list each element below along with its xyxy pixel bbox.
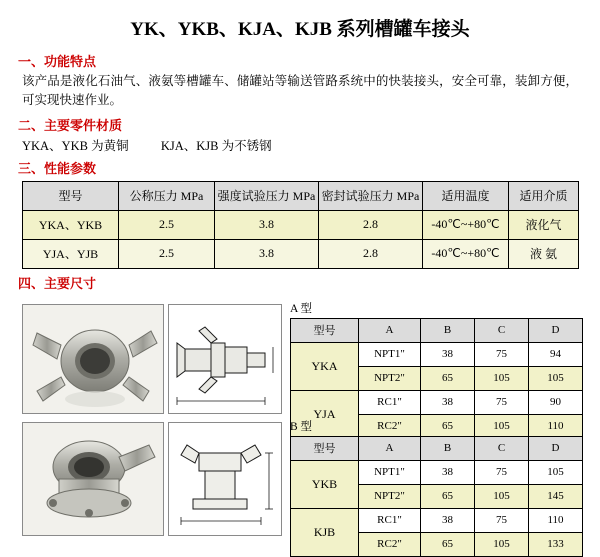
dim-a-r1-c1: NPT2" [359, 366, 421, 390]
section-heading-dimensions: 四、主要尺寸 [18, 275, 97, 291]
perf-r1-c5: 液 氨 [509, 239, 579, 268]
performance-header-row [23, 181, 579, 210]
dim-a-col-0: 型号 [291, 318, 359, 342]
performance-table [22, 181, 579, 269]
dim-a-r2-c3: 75 [475, 390, 529, 414]
performance-table-wrapper [22, 181, 600, 269]
dim-a-r2-c1: RC1" [359, 390, 421, 414]
materials-line [22, 136, 600, 154]
dim-b-header-row [291, 436, 583, 460]
dimension-label-a: A 型 [290, 302, 313, 315]
dim-b-r2-c4: 110 [529, 508, 583, 532]
perf-col-3: 密封试验压力 MPa [319, 181, 423, 210]
dimension-block-b [290, 418, 582, 557]
dim-a-r3-c2: 65 [421, 414, 475, 438]
dim-b-col-3: C [475, 436, 529, 460]
perf-r1-c1: 2.5 [119, 239, 215, 268]
dim-b-r1-c4: 145 [529, 484, 583, 508]
perf-r0-c0: YKA、YKB [23, 210, 119, 239]
section-heading-features: 一、功能特点 [18, 54, 97, 69]
dim-a-col-2: B [421, 318, 475, 342]
dim-a-col-1: A [359, 318, 421, 342]
dim-a-col-3: C [475, 318, 529, 342]
dim-a-r0-c1: NPT1" [359, 342, 421, 366]
dim-b-r0-c3: 75 [475, 460, 529, 484]
dim-b-col-2: B [421, 436, 475, 460]
perf-r1-c3: 2.8 [319, 239, 423, 268]
dim-a-r3-c4: 110 [529, 414, 583, 438]
dim-a-r1-c4: 105 [529, 366, 583, 390]
dimension-label-b: B 型 [290, 420, 313, 433]
perf-col-0: 型号 [23, 181, 119, 210]
perf-r0-c1: 2.5 [119, 210, 215, 239]
dimensions-area [0, 298, 600, 551]
perf-r0-c3: 2.8 [319, 210, 423, 239]
perf-r1-c2: 3.8 [215, 239, 319, 268]
perf-col-4: 适用温度 [423, 181, 509, 210]
coupler-photo-type-a-image [22, 304, 164, 414]
dim-b-model-ykb: YKB [291, 460, 359, 508]
dim-a-r1-c2: 65 [421, 366, 475, 390]
perf-r0-c4: -40℃~+80℃ [423, 210, 509, 239]
section-heading-materials: 二、主要零件材质 [18, 117, 123, 133]
perf-col-2: 强度试验压力 MPa [215, 181, 319, 210]
materials-left: YKA、YKB 为黄铜 [22, 138, 129, 153]
dim-a-r3-c3: 105 [475, 414, 529, 438]
dimension-table-b [290, 436, 583, 557]
dim-b-r0-c2: 38 [421, 460, 475, 484]
dim-b-r1-c1: NPT2" [359, 484, 421, 508]
table-row [291, 390, 583, 414]
dim-b-r0-c4: 105 [529, 460, 583, 484]
dim-a-r3-c1: RC2" [359, 414, 421, 438]
table-row [291, 508, 583, 532]
coupler-line-drawing-type-a-image [168, 304, 282, 414]
dim-b-model-kjb: KJB [291, 508, 359, 556]
dim-a-col-4: D [529, 318, 583, 342]
dim-a-header-row [291, 318, 583, 342]
perf-r1-c4: -40℃~+80℃ [423, 239, 509, 268]
perf-r0-c5: 液化气 [509, 210, 579, 239]
table-row [291, 342, 583, 366]
dim-b-r3-c2: 65 [421, 532, 475, 556]
materials-right: KJA、KJB 为不锈钢 [160, 138, 272, 153]
coupler-drawing-a-art [169, 305, 281, 413]
coupler-photo-type-b-art [23, 423, 163, 535]
perf-col-5: 适用介质 [509, 181, 579, 210]
coupler-photo-type-a-art [23, 305, 163, 413]
dim-a-r0-c2: 38 [421, 342, 475, 366]
table-row [23, 239, 579, 268]
coupler-photo-type-b-image [22, 422, 164, 536]
dim-a-r2-c2: 38 [421, 390, 475, 414]
dim-b-r0-c1: NPT1" [359, 460, 421, 484]
dim-a-model-yja: YJA [291, 390, 359, 438]
dim-b-r2-c2: 38 [421, 508, 475, 532]
features-paragraph: 该产品是液化石油气、液氨等槽罐车、储罐站等输送管路系统中的快装接头，安全可靠，装卸方便，可实现快速作业。 [22, 74, 578, 108]
dim-a-r0-c3: 75 [475, 342, 529, 366]
page-title: YK、YKB、KJA、KJB 系列槽罐车接头 [130, 19, 470, 40]
dim-b-col-4: D [529, 436, 583, 460]
dim-b-r3-c4: 133 [529, 532, 583, 556]
dim-b-r1-c3: 105 [475, 484, 529, 508]
dim-a-r0-c4: 94 [529, 342, 583, 366]
perf-r1-c0: YJA、YJB [23, 239, 119, 268]
table-row [291, 460, 583, 484]
dim-b-r1-c2: 65 [421, 484, 475, 508]
dim-b-r3-c3: 105 [475, 532, 529, 556]
dim-b-col-1: A [359, 436, 421, 460]
dim-a-model-yka: YKA [291, 342, 359, 390]
table-row [23, 210, 579, 239]
dim-b-col-0: 型号 [291, 436, 359, 460]
dim-b-r3-c1: RC2" [359, 532, 421, 556]
dim-b-r2-c3: 75 [475, 508, 529, 532]
perf-r0-c2: 3.8 [215, 210, 319, 239]
dim-a-r1-c3: 105 [475, 366, 529, 390]
perf-col-1: 公称压力 MPa [119, 181, 215, 210]
dim-a-r2-c4: 90 [529, 390, 583, 414]
section-heading-performance: 三、性能参数 [18, 160, 97, 176]
coupler-drawing-b-art [169, 423, 281, 535]
coupler-line-drawing-type-b-image [168, 422, 282, 536]
dim-b-r2-c1: RC1" [359, 508, 421, 532]
